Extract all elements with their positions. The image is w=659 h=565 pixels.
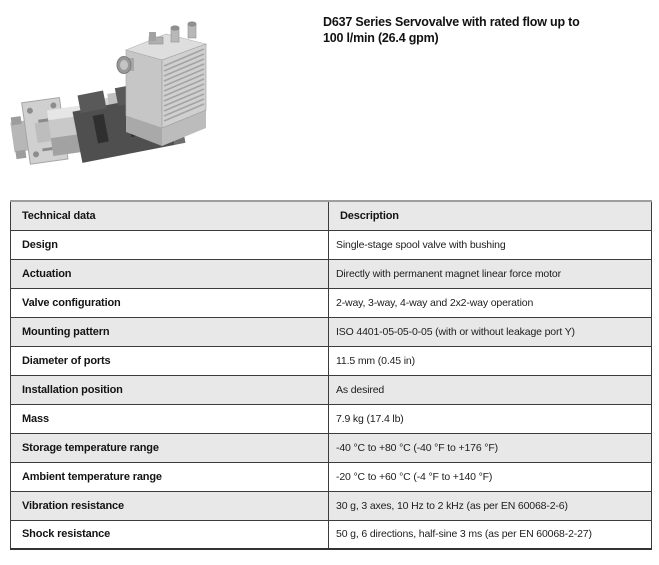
row-label: Mass — [11, 404, 329, 433]
table-row — [11, 491, 652, 520]
servovalve-photo-drawing — [10, 10, 310, 190]
technical-data-table — [10, 200, 652, 550]
table-row — [11, 317, 652, 346]
table-row — [11, 375, 652, 404]
row-label: Shock resistance — [11, 520, 329, 549]
row-value: As desired — [329, 375, 652, 404]
row-value: Single-stage spool valve with bushing — [329, 230, 652, 259]
row-value: 30 g, 3 axes, 10 Hz to 2 kHz (as per EN 60068-2-6) — [329, 491, 652, 520]
table-row — [11, 259, 652, 288]
table-header-row — [11, 201, 652, 230]
row-label: Installation position — [11, 375, 329, 404]
page-title — [323, 15, 653, 46]
servovalve-photo — [10, 10, 310, 190]
technical-data-section — [10, 200, 651, 550]
column-header-description: Description — [329, 201, 652, 230]
page-title-line-2: 100 l/min (26.4 gpm) — [323, 30, 439, 45]
row-value: 11.5 mm (0.45 in) — [329, 346, 652, 375]
row-value: 50 g, 6 directions, half-sine 3 ms (as per EN 60068-2-27) — [329, 520, 652, 549]
table-row — [11, 346, 652, 375]
page-title-line-1: D637 Series Servovalve with rated flow up to — [323, 15, 580, 29]
row-label: Ambient temperature range — [11, 462, 329, 491]
row-label: Vibration resistance — [11, 491, 329, 520]
row-label: Mounting pattern — [11, 317, 329, 346]
row-value: -40 °C to +80 °C (-40 °F to +176 °F) — [329, 433, 652, 462]
table-row — [11, 520, 652, 549]
row-value: ISO 4401-05-05-0-05 (with or without leakage port Y) — [329, 317, 652, 346]
row-label: Diameter of ports — [11, 346, 329, 375]
column-header-technical-data: Technical data — [11, 201, 329, 230]
row-label: Design — [11, 230, 329, 259]
table-row — [11, 462, 652, 491]
row-value: -20 °C to +60 °C (-4 °F to +140 °F) — [329, 462, 652, 491]
row-value: 2-way, 3-way, 4-way and 2x2-way operation — [329, 288, 652, 317]
row-value: Directly with permanent magnet linear force motor — [329, 259, 652, 288]
row-label: Actuation — [11, 259, 329, 288]
row-value: 7.9 kg (17.4 lb) — [329, 404, 652, 433]
table-row — [11, 230, 652, 259]
table-row — [11, 288, 652, 317]
row-label: Storage temperature range — [11, 433, 329, 462]
technical-data-body — [11, 230, 652, 549]
row-label: Valve configuration — [11, 288, 329, 317]
table-row — [11, 404, 652, 433]
table-row — [11, 433, 652, 462]
